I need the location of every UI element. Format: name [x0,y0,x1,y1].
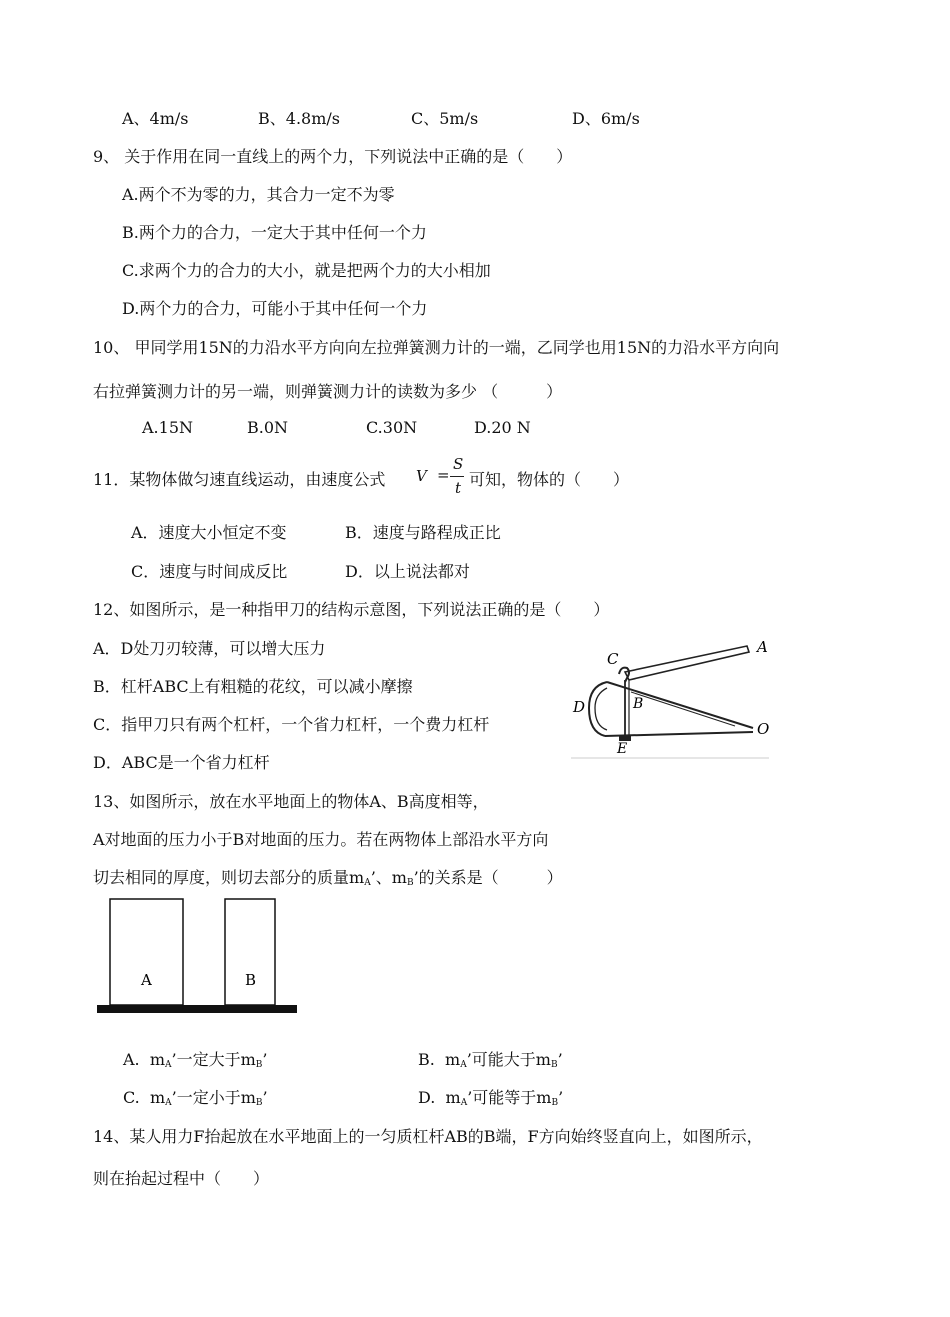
q11-fraction-bar [450,476,464,477]
q13-option-d: D. $m_A$’可能等于$m_B$’ [418,1088,564,1108]
q13-option-a-m1: m [149,1050,165,1069]
label-e: E [617,741,628,757]
q11-option-a: A．速度大小恒定不变 [131,523,287,542]
q14-stem-line1: 14、某人用力F抬起放在水平地面上的一匀质杠杆AB的B端，F方向始终竖直向上，如图所示， [93,1127,763,1146]
label-o: O [757,720,770,738]
q13-stem-line3 [93,865,563,888]
q11-option-c: C．速度与时间成反比 [131,562,288,581]
q13-option-b-prime: ’ [557,1050,563,1069]
q13-stem-line2: A对地面的压力小于B对地面的压力。若在两物体上部沿水平方向 [93,830,549,849]
label-d: D [573,698,586,716]
q13-option-c-rel: ’一定小于m [171,1088,256,1107]
q13-sub-a: A [364,878,371,888]
label-a: A [757,638,768,656]
q10-option-c: C.30N [366,418,418,437]
q13-option-d-m1: m [445,1088,461,1107]
q11-formula-v: V [416,467,427,485]
q13-option-b: B. $m_A$’可能大于$m_B$’ [418,1050,563,1070]
q13-stem-line1: 13、如图所示，放在水平地面上的物体A、B高度相等， [93,792,489,811]
q9-option-d: D.两个力的合力，可能小于其中任何一个力 [122,299,428,318]
q13-stem-line3-mid: ’、m [370,868,407,887]
q12-option-d: D．ABC是一个省力杠杆 [93,753,270,772]
q13-option-d-rel: ’可能等于m [467,1088,552,1107]
q13-option-b-rel: ’可能大于m [466,1050,551,1069]
q13-option-c: C. $m_A$’一定小于$m_B$’ [123,1088,268,1108]
block-b [225,899,275,1005]
q11-formula-denominator: t [455,479,462,497]
block-a-label: A [141,971,152,989]
q10-option-a: A.15N [142,418,193,437]
q13-option-c-letter: C. [123,1088,140,1107]
ground [97,1005,297,1013]
q11-formula-numerator: S [453,455,464,473]
q8-option-c: C、5m/s [411,109,479,128]
q11-option-b: B．速度与路程成正比 [345,523,501,542]
q10-option-d: D.20 N [474,418,531,437]
q11-formula-eq: = [437,466,450,484]
label-c: C [607,650,619,668]
q10-option-b: B.0N [247,418,289,437]
q11-stem-before: 11．某物体做匀速直线运动，由速度公式 [93,470,386,489]
q9-option-a: A.两个不为零的力，其合力一定不为零 [122,185,395,204]
q12-stem: 12、如图所示，是一种指甲刀的结构示意图，下列说法正确的是（ ） [93,600,610,619]
q13-option-a: A. $m_A$’一定大于$m_B$’ [123,1050,268,1070]
label-b: B [633,696,644,712]
q13-option-b-letter: B. [418,1050,435,1069]
q13-sub-b: B [406,878,414,888]
q9-stem: 9、 关于作用在同一直线上的两个力，下列说法中正确的是（ ） [93,147,573,166]
q9-option-b: B.两个力的合力，一定大于其中任何一个力 [122,223,427,242]
q10-stem-line1: 10、 甲同学用15N的力沿水平方向向左拉弹簧测力计的一端，乙同学也用15N的力沿水平方向向 [93,338,780,357]
block-b-label: B [245,971,257,989]
q8-option-a: A、4m/s [122,109,189,128]
q13-stem-line3-text: 切去相同的厚度，则切去部分的质量m [93,868,365,887]
q12-option-b: B．杠杆ABC上有粗糙的花纹，可以减小摩擦 [93,677,413,696]
q9-option-c: C.求两个力的合力的大小，就是把两个力的大小相加 [122,261,491,280]
q13-option-a-letter: A. [123,1050,140,1069]
q8-option-b: B、4.8m/s [258,109,340,128]
q13-option-c-m1: m [149,1088,166,1107]
block-a [110,899,183,1005]
q13-option-b-m1: m [445,1050,461,1069]
q11-option-d: D．以上说法都对 [345,562,470,581]
q8-option-d: D、6m/s [572,109,640,128]
q13-option-a-prime: ’ [262,1050,268,1069]
q13-option-c-prime: ’ [262,1088,268,1107]
q12-option-a: A．D处刀刃较薄，可以增大压力 [93,639,326,658]
q13-option-d-prime: ’ [558,1088,564,1107]
q13-option-a-rel: ’一定大于m [171,1050,256,1069]
q12-option-c: C．指甲刀只有两个杠杆，一个省力杠杆，一个费力杠杆 [93,715,490,734]
q14-stem-line2: 则在抬起过程中（ ） [93,1169,270,1188]
q11-stem-after: 可知，物体的（ ） [469,470,630,489]
q13-stem-line3-end: ’的关系是（ ） [413,868,563,887]
q13-option-d-letter: D. [418,1088,436,1107]
nail-clipper-figure [565,636,775,762]
blocks-figure [95,896,300,1018]
q10-stem-line2: 右拉弹簧测力计的另一端，则弹簧测力计的读数为多少 （ ） [93,382,563,401]
